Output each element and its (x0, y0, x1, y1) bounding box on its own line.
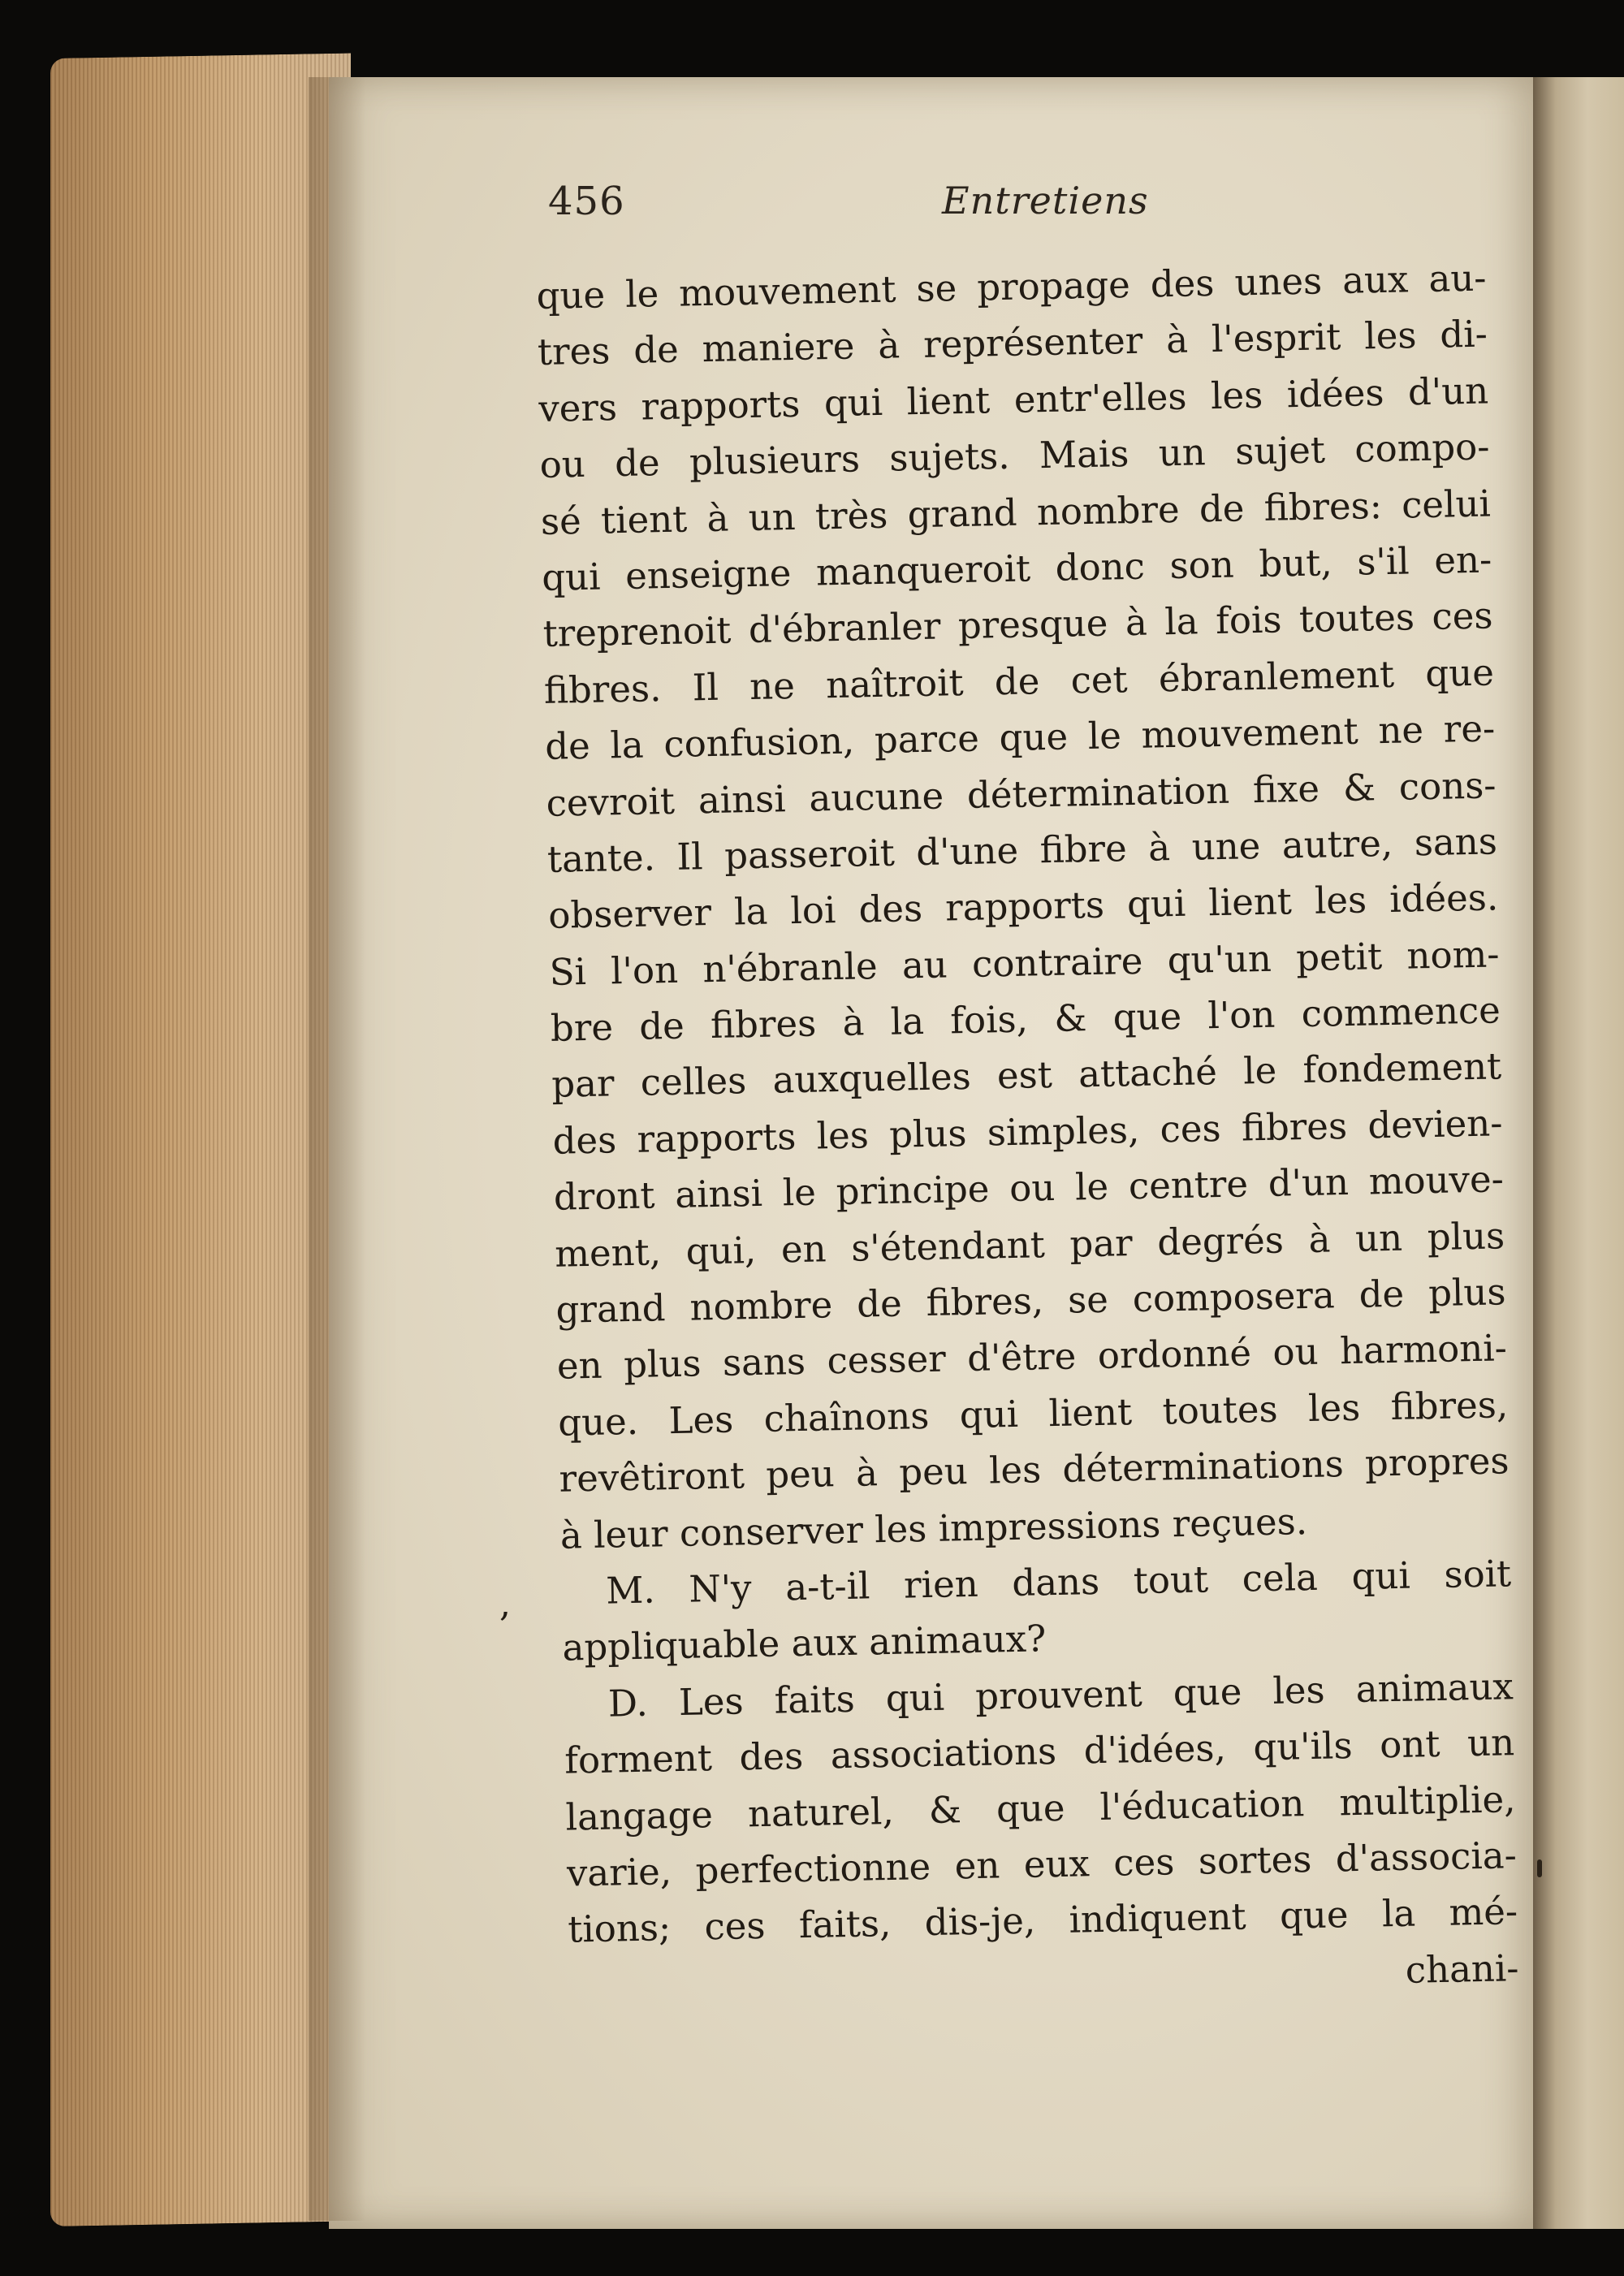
text-line: par celles auxquelles est attaché le fondement (551, 1044, 1502, 1107)
text-line: fibres. Il ne naîtroit de cet ébranlement que (543, 650, 1495, 712)
text-line: bre de fibres à la fois, & que l'on commence (550, 988, 1501, 1050)
text-line: revêtiront peu à peu les déterminations propres (559, 1439, 1510, 1501)
text-line: langage naturel, & que l'éducation multiplie, (565, 1777, 1516, 1839)
text-line: Si l'on n'ébranle au contraire qu'un petit nom- (549, 932, 1500, 994)
text-line: des rapports les plus simples, ces fibres devien- (552, 1101, 1503, 1163)
text-line: tres de maniere à représenter à l'esprit les di- (537, 312, 1488, 374)
text-line: de la confusion, parce que le mouvement ne re- (544, 706, 1496, 769)
text-line: M. N'y a-t-il rien dans tout cela qui soit (605, 1552, 1512, 1613)
page-gutter-shadow (309, 77, 365, 2221)
running-title: Entretiens (942, 179, 1149, 222)
book-page-edges (50, 54, 351, 2226)
text-line: observer la loi des rapports qui lient les idées. (547, 875, 1499, 938)
text-line: varie, perfectionne en eux ces sortes d'associa- (566, 1833, 1518, 1895)
text-line: cevroit ainsi aucune détermination fixe & cons- (546, 762, 1497, 825)
running-head (548, 179, 1490, 235)
text-line: que. Les chaînons qui lient toutes les fibres, (557, 1383, 1509, 1445)
text-line: dront ainsi le principe ou le centre d'un mouve- (553, 1157, 1505, 1220)
text-line: appliquable aux animaux? (562, 1617, 1047, 1670)
text-line: à leur conserver les impressions reçues. (559, 1499, 1308, 1557)
text-line: qui enseigne manqueroit donc son but, s'il en- (541, 538, 1492, 599)
text-line: que le mouvement se propage des unes aux au- (536, 256, 1487, 317)
margin-mark: , (499, 1583, 511, 1625)
text-line: tions; ces faits, dis-je, indiquent que la mé- (567, 1889, 1518, 1951)
catchword: chani- (1405, 1946, 1519, 1992)
right-page-edge (1533, 77, 1624, 2229)
text-line: vers rapports qui lient entr'elles les idées d'un (538, 369, 1489, 430)
text-line: ment, qui, en s'étendant par degrés à un plus (554, 1213, 1505, 1276)
body-text (536, 250, 1519, 2015)
text-line: sé tient à un très grand nombre de fibres: celui (540, 482, 1492, 543)
text-line: ou de plusieurs sujets. Mais un sujet compo- (539, 425, 1490, 487)
page-number: 456 (548, 179, 625, 224)
text-line: treprenoit d'ébranler presque à la fois toutes ces (542, 594, 1493, 656)
right-page-mark (1537, 1859, 1542, 1877)
text-line: D. Les faits qui prouvent que les animaux (607, 1664, 1514, 1725)
text-line: grand nombre de fibres, se composera de plus (555, 1270, 1506, 1332)
text-line: tante. Il passeroit d'une fibre à une autre, sans (546, 819, 1498, 881)
text-line: forment des associations d'idées, qu'ils ont un (564, 1721, 1515, 1782)
text-line: en plus sans cesser d'être ordonné ou harmoni- (556, 1326, 1508, 1388)
